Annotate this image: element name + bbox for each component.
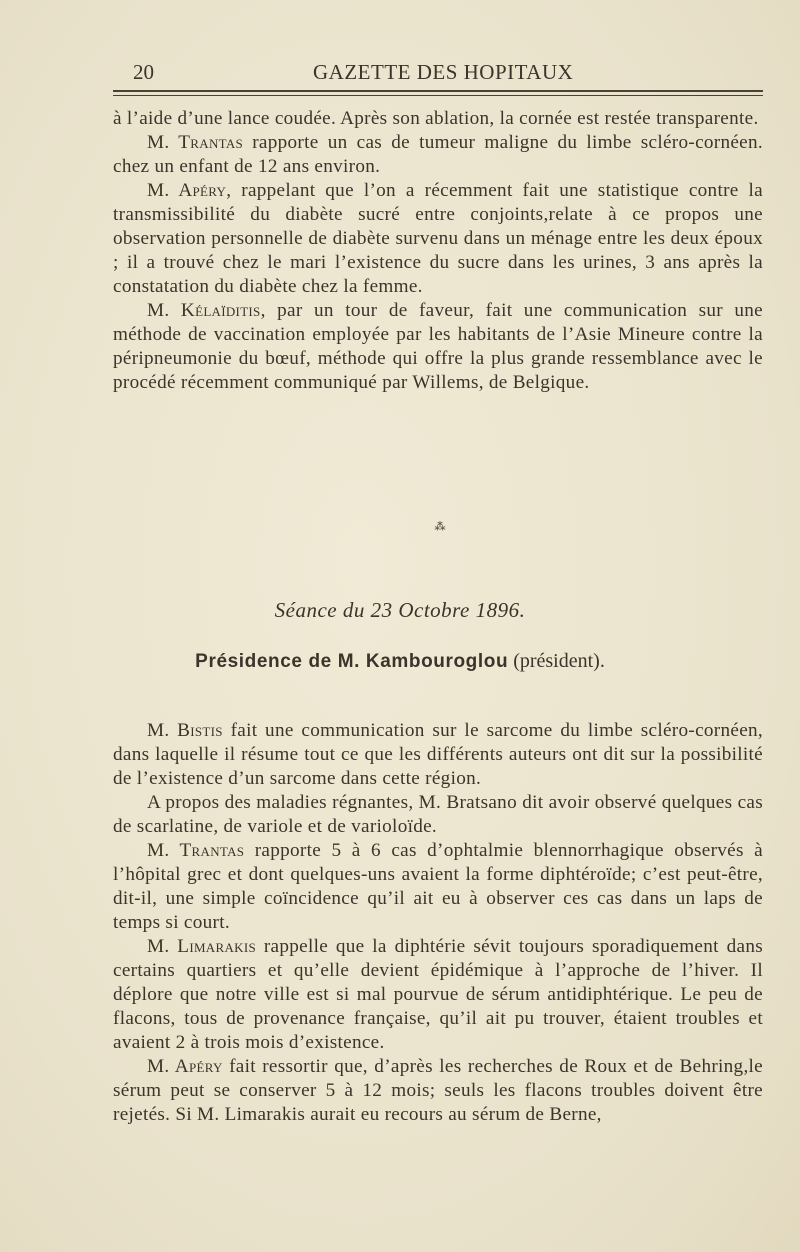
speaker-name: M. Trantas xyxy=(147,840,245,861)
speaker-name: M. Kélaïditis xyxy=(147,300,261,321)
page-header xyxy=(113,60,763,90)
speaker-name: M. Trantas xyxy=(147,132,244,153)
text-block-top xyxy=(113,107,763,395)
paragraph: M. Trantas rapporte un cas de tumeur maligne du limbe scléro-cornéen. chez un enfant de 12 ans environ. xyxy=(113,132,763,177)
presidence-line xyxy=(0,650,800,673)
speaker-name: M. Limarakis xyxy=(147,936,256,957)
page-number: 20 xyxy=(133,60,154,84)
paragraph: M. Trantas rapporte 5 à 6 cas d’ophtalmie blennorrhagique observés à l’hôpital grec et dont quelques-uns avaient la forme diphtéroïde; c’est peut-être, dit-il, une simple coïncidence qu’il ait eu à observer ces cas dans un laps de temps si court. xyxy=(113,840,763,933)
speaker-name: M. Apéry xyxy=(147,180,227,201)
paragraph: à l’aide d’une lance coudée. Après son ablation, la cornée est restée transparente. xyxy=(113,108,759,129)
seance-title: Séance du 23 Octobre 1896. xyxy=(274,598,526,622)
paragraph: A propos des maladies régnantes, M. Bratsano dit avoir observé quelques cas de scarlatine, de variole et de varioloïde. xyxy=(113,792,763,837)
paragraph: M. Apéry fait ressortir que, d’après les recherches de Roux et de Behring,le sérum peut se conserver 5 à 12 mois; seuls les flacons troubles doivent être rejetés. Si M. Limarakis aurait eu recours au sérum de Berne, xyxy=(113,1056,763,1125)
text-block-bottom xyxy=(113,719,763,1127)
speaker-name: M. Bistis xyxy=(147,720,223,741)
presidence-rest: (président). xyxy=(508,650,605,672)
paragraph: M. Bistis fait une communication sur le sarcome du limbe scléro-cornéen, dans laquelle il résume tout ce que les différents auteurs ont dit sur la possibilité de l’existence d’un sarcome dans cette région. xyxy=(113,720,763,789)
header-rule-thin xyxy=(113,95,763,96)
paragraph: M. Limarakis rappelle que la diphtérie sévit toujours sporadiquement dans certains quartiers et qu’elle devient épidémique à l’approche de l’hiver. Il déplore que notre ville est si mal pourvue de sérum antidiphtérique. Le peu de flacons, tous de provenance française, qu’il ait pu trouver, étaient troubles et avaient 2 à trois mois d’existence. xyxy=(113,936,763,1053)
paragraph: M. Apéry, rappelant que l’on a récemment fait une statistique contre la transmissibilité du diabète sucré entre conjoints,relate à ce propos une observation personnelle de diabète survenu dans un ménage entre les deux époux ; il a trouvé chez le mari l’existence du sucre dans les urines, 3 ans après la constatation du diabète chez la femme. xyxy=(113,180,763,297)
presidence-bold: Présidence de M. Kambouroglou xyxy=(195,651,509,672)
asterism-separator: ⁂ xyxy=(434,521,446,533)
running-title: GAZETTE DES HOPITAUX xyxy=(313,60,574,84)
paragraph: M. Kélaïditis, par un tour de faveur, fait une communication sur une méthode de vaccination employée par les habitants de l’Asie Mineure contre la péripneumonie du bœuf, méthode qui offre la plus grande ressemblance avec le procédé récemment communiqué par Willems, de Belgique. xyxy=(113,300,763,393)
speaker-name: M. Apéry xyxy=(147,1056,223,1077)
header-rule xyxy=(113,90,763,92)
